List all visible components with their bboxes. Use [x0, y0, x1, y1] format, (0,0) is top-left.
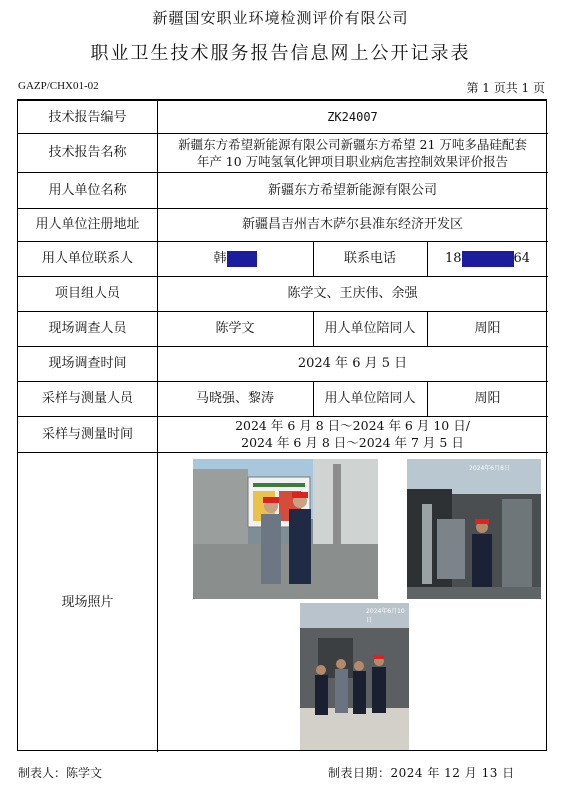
- sampling-staff-label: 采样与测量人员: [41, 391, 133, 406]
- address-label: 用人单位注册地址: [35, 217, 140, 232]
- contact-name: [157, 241, 313, 276]
- phone-label: 联系电话: [343, 251, 396, 266]
- phone-value: [427, 241, 548, 276]
- photo-2-timestamp: 2024年6月8日: [469, 465, 510, 472]
- report-no-label: 技术报告编号: [48, 109, 127, 125]
- team-value: 陈学文、王庆伟、余强: [287, 286, 418, 301]
- survey-time-value: 2024 年 6 月 5 日: [297, 356, 408, 371]
- record-table: [17, 99, 547, 751]
- photo-3-timestamp: 2024年6月10日: [366, 608, 405, 624]
- site-photo-1: [193, 459, 378, 599]
- sampling-staff-value: 马晓强、黎涛: [195, 391, 274, 406]
- survey-time-label: 现场调查时间: [48, 356, 127, 371]
- sampling-time-value: [157, 416, 548, 452]
- company-name: 新疆国安职业环境检测评价有限公司: [152, 9, 409, 27]
- photos-label: 现场照片: [61, 594, 114, 610]
- sampling-time-line2: 2024 年 6 月 8 日～2024 年 7 月 5 日: [241, 435, 464, 450]
- report-name-line2: 年产 10 万吨氢氧化钾项目职业病危害控制效果评价报告: [196, 153, 509, 169]
- sampling-companion-value: 周阳: [474, 391, 501, 406]
- employer-label: 用人单位名称: [48, 182, 127, 198]
- report-name-label: 技术报告名称: [48, 145, 127, 160]
- prepared-date: 制表日期：2024 年 12 月 13 日: [328, 766, 515, 780]
- report-name-line1: 新疆东方希望新能源有限公司新疆东方希望 21 万吨多晶硅配套: [178, 136, 527, 152]
- contact-name-prefix: 韩: [213, 251, 227, 266]
- redaction-block: [462, 251, 514, 267]
- form-code: GAZP/CHX01-02: [18, 80, 99, 92]
- survey-staff-label: 现场调查人员: [48, 321, 127, 336]
- team-label: 项目组人员: [54, 286, 120, 301]
- phone-suffix: 64: [513, 251, 531, 266]
- report-name-value: [157, 133, 548, 172]
- contact-label: 用人单位联系人: [41, 251, 133, 266]
- preparer: 制表人：陈学文: [18, 766, 103, 780]
- survey-staff-value: 陈学文: [215, 321, 255, 336]
- phone-prefix: 18: [444, 251, 462, 266]
- page-title: 职业卫生技术服务报告信息网上公开记录表: [90, 43, 471, 64]
- sampling-time-label: 采样与测量时间: [41, 426, 133, 442]
- survey-companion-label: 用人单位陪同人: [324, 321, 416, 336]
- site-photo-2: [407, 459, 541, 599]
- survey-companion-value: 周阳: [474, 321, 501, 336]
- sampling-time-line1: 2024 年 6 月 8 日～2024 年 6 月 10 日/: [235, 418, 470, 433]
- page-number: 第 1 页共 1 页: [466, 81, 545, 95]
- redaction-block: [227, 251, 257, 267]
- report-no-value: ZK24007: [327, 109, 378, 124]
- address-value: 新疆昌吉州吉木萨尔县准东经济开发区: [241, 217, 463, 232]
- employer-value: 新疆东方希望新能源有限公司: [267, 182, 437, 198]
- sampling-companion-label: 用人单位陪同人: [324, 391, 416, 406]
- site-photo-3: [300, 603, 409, 750]
